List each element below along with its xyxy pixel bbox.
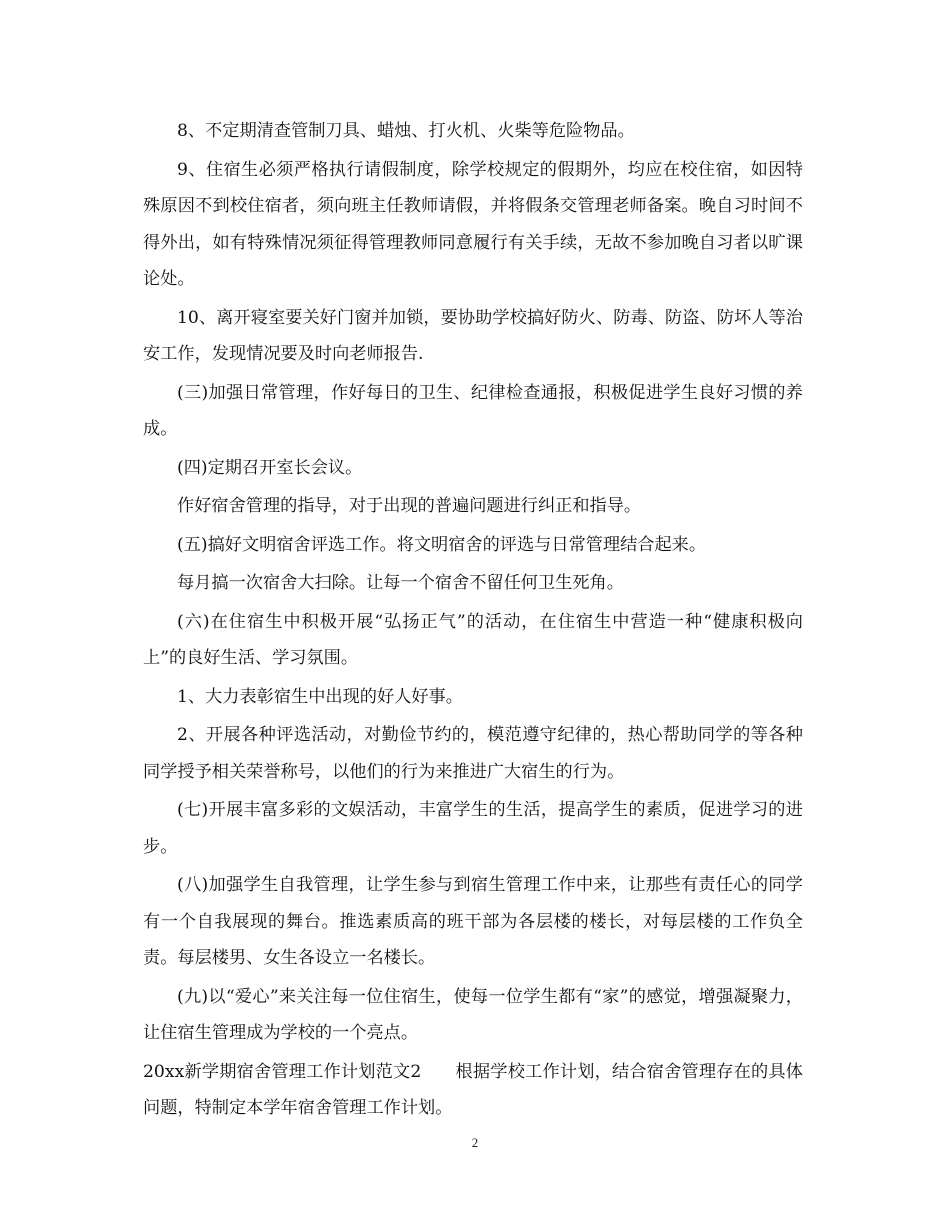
paragraph-item-8: 8、不定期清查管制刀具、蜡烛、打火机、火柴等危险物品。 bbox=[177, 121, 635, 141]
paragraph-section-6-item-2: 2、开展各种评选活动，对勤俭节约的，模范遵守纪律的，热心帮助同学的等各种同学授予相关荣誉称号，以他们的行为来推进广大宿生的行为。 bbox=[143, 725, 803, 782]
paragraph-plan-2 bbox=[143, 1054, 803, 1127]
paragraph-section-8: (八)加强学生自我管理，让学生参与到宿生管理工作中来，让那些有责任心的同学有一个自我展现的舞台。推选素质高的班干部为各层楼的楼长，对每层楼的工作负全责。每层楼男、女生各设立一名楼长。 bbox=[143, 875, 803, 968]
paragraph-section-4: (四)定期召开室长会议。 bbox=[177, 457, 363, 478]
page-number: 2 bbox=[471, 1135, 479, 1150]
paragraph-section-6: (六)在住宿生中积极开展“弘扬正气”的活动，在住宿生中营造一种“健康积极向上”的良好生活、学习氛围。 bbox=[143, 611, 803, 668]
paragraph-section-5: (五)搞好文明宿舍评选工作。将文明宿舍的评选与日常管理结合起来。 bbox=[177, 534, 707, 555]
paragraph-section-6-item-1: 1、大力表彰宿生中出现的好人好事。 bbox=[177, 686, 463, 707]
paragraph-section-4-detail: 作好宿舍管理的指导，对于出现的普遍问题进行纠正和指导。 bbox=[177, 496, 642, 516]
paragraph-section-9: (九)以“爱心”来关注每一位住宿生，使每一位学生都有“家”的感觉，增强凝聚力，让住宿生管理成为学校的一个亮点。 bbox=[143, 986, 803, 1043]
plan-2-title: 20xx新学期宿舍管理工作计划范文2 bbox=[143, 1061, 422, 1082]
plan-2-text: 根据学校工作计划，结合宿舍管理存在的具体问题，特制定本学年宿舍管理工作计划。 bbox=[143, 1061, 803, 1118]
document-body bbox=[143, 113, 803, 1129]
paragraph-section-5-detail: 每月搞一次宿舍大扫除。让每一个宿舍不留任何卫生死角。 bbox=[177, 573, 624, 593]
paragraph-item-9: 9、住宿生必须严格执行请假制度，除学校规定的假期外，均应在校住宿，如因特殊原因不到校住宿者，须向班主任教师请假，并将假条交管理老师备案。晚自习时间不得外出，如有特殊情况须征得管理教师同意履行有关手续，无故不参加晚自习者以旷课论处。 bbox=[143, 159, 803, 289]
paragraph-section-3: (三)加强日常管理，作好每日的卫生、纪律检查通报，积极促进学生良好习惯的养成。 bbox=[143, 382, 803, 439]
paragraph-item-10: 10、离开寝室要关好门窗并加锁，要协助学校搞好防火、防毒、防盗、防坏人等治安工作，发现情况要及时向老师报告. bbox=[143, 307, 803, 364]
paragraph-section-7: (七)开展丰富多彩的文娱活动，丰富学生的生活，提高学生的素质，促进学习的进步。 bbox=[143, 800, 803, 857]
